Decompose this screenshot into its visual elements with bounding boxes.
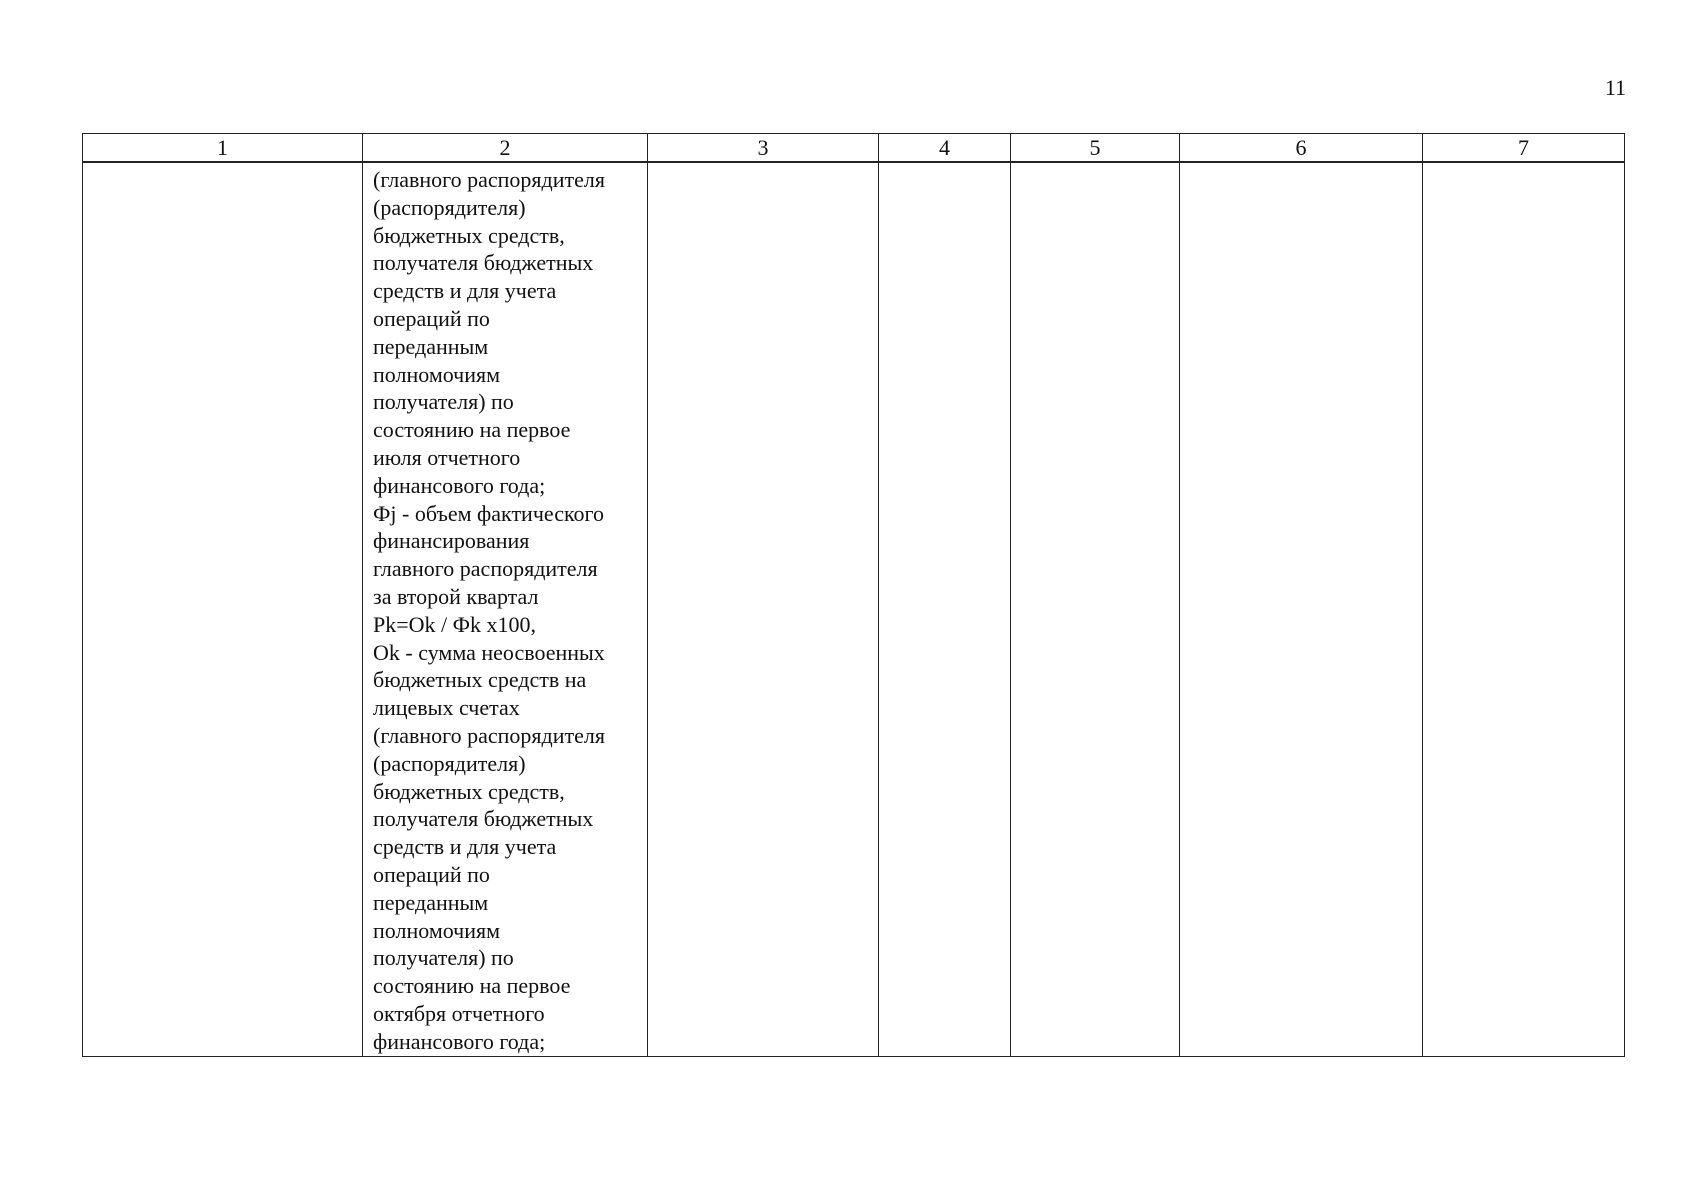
document-table [82, 133, 1625, 1057]
text-line: (распорядителя) [373, 750, 526, 776]
cell-col-3 [648, 162, 879, 1056]
column-header-1: 1 [83, 134, 363, 163]
page-number: 11 [1604, 75, 1626, 100]
text-line: (главного распорядителя [373, 167, 605, 192]
text-line: Pk=Ok / Фk x100, [373, 611, 537, 637]
cell-col-4 [879, 162, 1011, 1056]
table-header-row [83, 134, 1625, 163]
text-line: лицевых счетах [373, 695, 520, 721]
column-header-2: 2 [363, 134, 648, 163]
text-line: за второй квартал [373, 583, 539, 609]
text-line: полномочиям [373, 361, 501, 387]
text-line: Ok - сумма неосвоенных [373, 639, 605, 665]
text-line: переданным [373, 333, 489, 359]
text-line: получателя бюджетных [373, 250, 594, 276]
text-line: полномочиям [373, 917, 501, 943]
text-line: получателя бюджетных [373, 806, 594, 832]
cell-col-1 [83, 162, 363, 1056]
text-line: состоянию на первое [373, 417, 571, 443]
text-line: операций по [373, 861, 490, 887]
text-line: бюджетных средств на [373, 667, 587, 693]
text-line: финансирования [373, 528, 530, 554]
text-line: операций по [373, 305, 490, 331]
text-line: переданным [373, 889, 489, 915]
cell-col-7 [1423, 162, 1625, 1056]
text-line: состоянию на первое [373, 973, 571, 999]
table-row [83, 162, 1625, 1056]
column-header-4: 4 [879, 134, 1011, 163]
text-line: октября отчетного [373, 1000, 545, 1026]
text-line: бюджетных средств, [373, 778, 565, 804]
column-header-7: 7 [1423, 134, 1625, 163]
column-header-6: 6 [1180, 134, 1423, 163]
text-line: средств и для учета [373, 834, 557, 860]
cell-col-5 [1011, 162, 1180, 1056]
column-header-3: 3 [648, 134, 879, 163]
text-line: средств и для учета [373, 278, 557, 304]
text-line: получателя) по [373, 945, 514, 971]
text-line: главного распорядителя [373, 556, 598, 582]
text-line: финансового года; [373, 1028, 546, 1054]
text-line: (распорядителя) [373, 194, 526, 220]
cell-col-6 [1180, 162, 1423, 1056]
text-line: июля отчетного [373, 444, 521, 470]
text-line: получателя) по [373, 389, 514, 415]
column-header-5: 5 [1011, 134, 1180, 163]
text-line: (главного распорядителя [373, 722, 605, 748]
text-line: бюджетных средств, [373, 222, 565, 248]
text-line: Фj - объем фактического [373, 500, 605, 526]
cell-col-2 [363, 162, 648, 1056]
text-line: финансового года; [373, 472, 546, 498]
